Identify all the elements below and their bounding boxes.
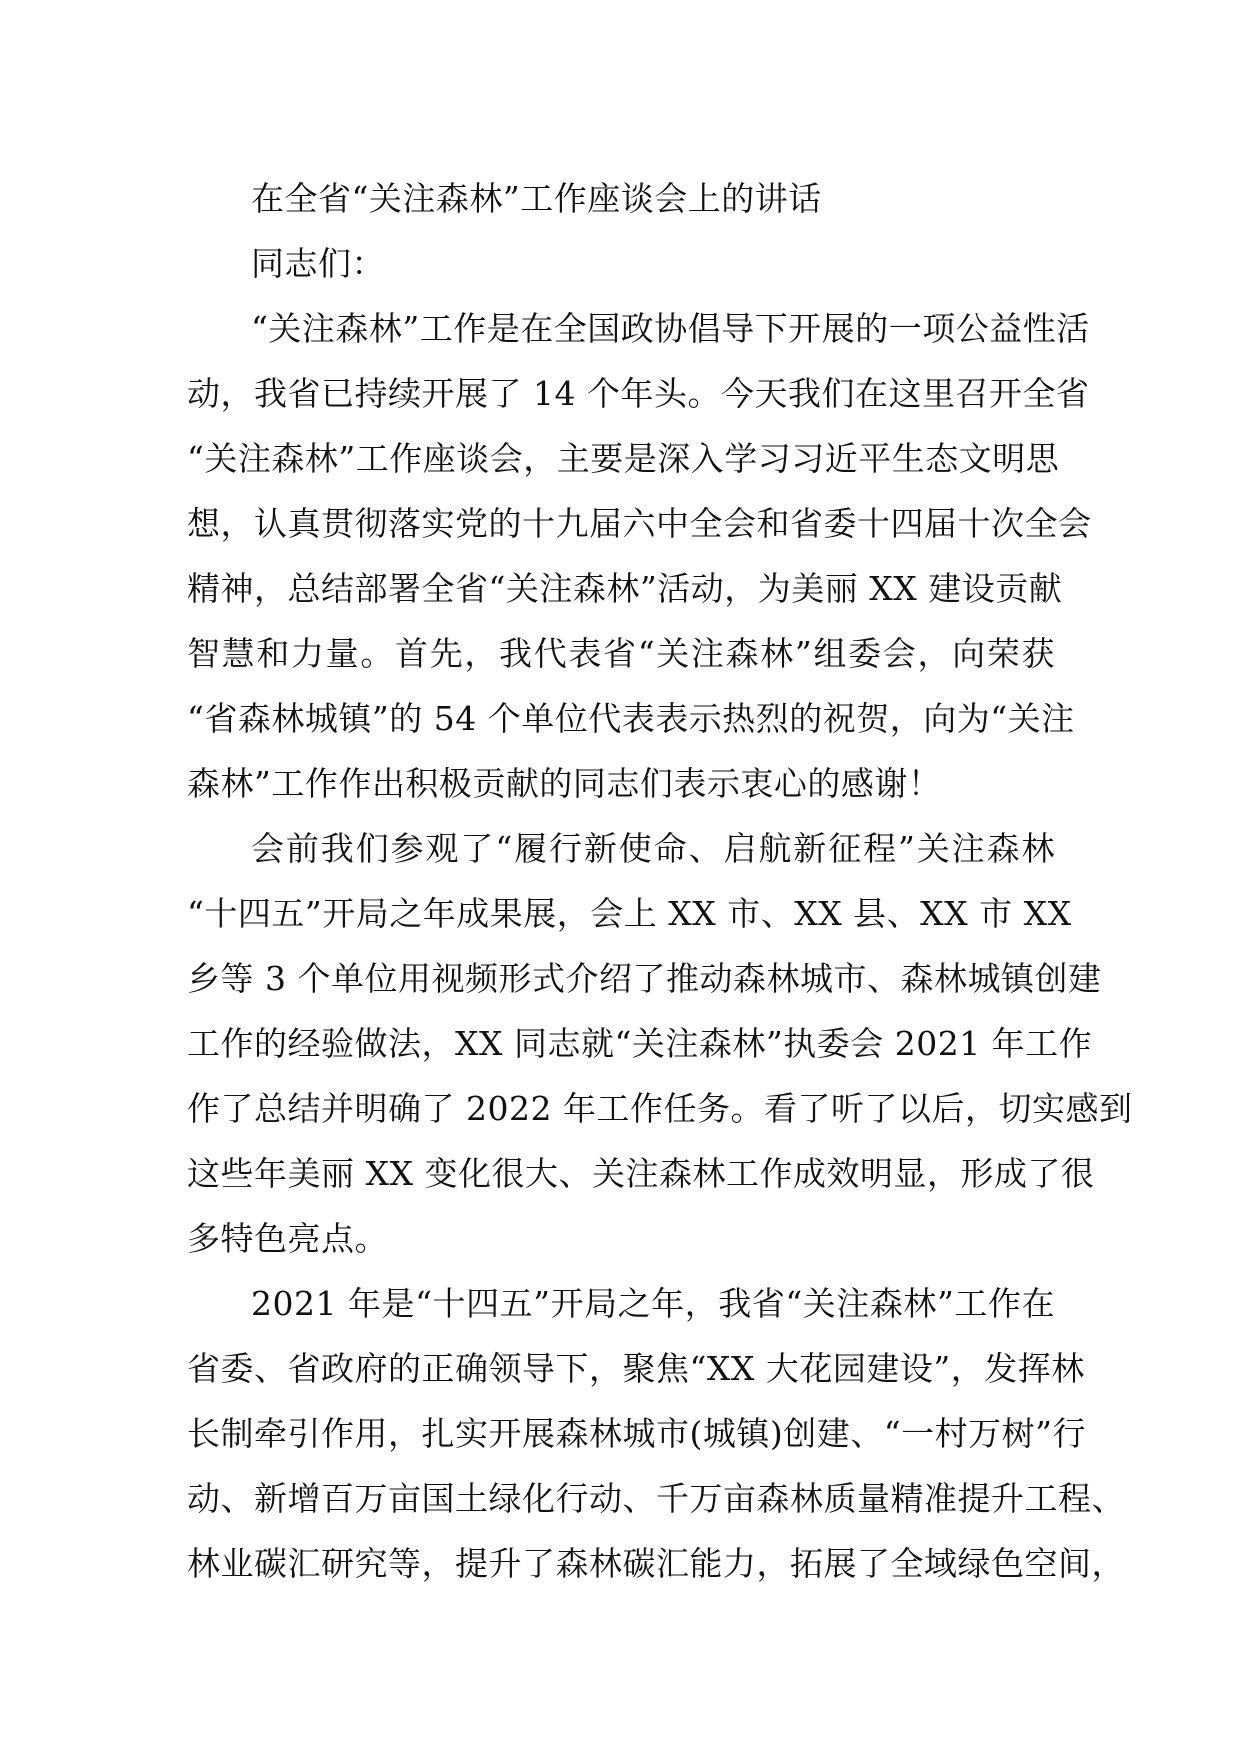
paragraph-2: [187, 816, 1133, 1271]
paragraph-3: [187, 1271, 1125, 1596]
paragraph-line: “关注森林”工作座谈会，主要是深入学习习近平生态文明思: [187, 439, 1060, 478]
paragraph-line: 精神，总结部署全省“关注森林”活动，为美丽 XX 建设贡献: [187, 569, 1063, 608]
paragraph-line: 森林”工作作出积极贡献的同志们表示衷心的感谢！: [187, 764, 942, 803]
paragraph-line: “十四五”开局之年成果展，会上 XX 市、XX 县、XX 市 XX: [187, 894, 1072, 933]
paragraph-line: 2021 年是“十四五”开局之年，我省“关注森林”工作在: [251, 1284, 1055, 1323]
salutation: 同志们：: [251, 244, 385, 283]
paragraph-line: 会前我们参观了“履行新使命、启航新征程”关注森林: [251, 829, 1055, 868]
paragraph-line: 这些年美丽 XX 变化很大、关注森林工作成效明显，形成了很: [187, 1154, 1095, 1193]
paragraph-line: 林业碳汇研究等，提升了森林碳汇能力，拓展了全域绿色空间，: [187, 1544, 1125, 1583]
document-title: 在全省“关注森林”工作座谈会上的讲话: [251, 179, 822, 218]
paragraph-line: 想，认真贯彻落实党的十九届六中全会和省委十四届十次全会: [187, 504, 1092, 543]
document-body: [187, 166, 1133, 1596]
paragraph-line: 作了总结并明确了 2022 年工作任务。看了听了以后，切实感到: [187, 1089, 1133, 1128]
paragraph-line: 动、新增百万亩国土绿化行动、千万亩森林质量精准提升工程、: [187, 1479, 1125, 1518]
paragraph-line: 省委、省政府的正确领导下，聚焦“XX 大花园建设”，发挥林: [187, 1349, 1085, 1388]
paragraph-line: “省森林城镇”的 54 个单位代表表示热烈的祝贺，向为“关注: [187, 699, 1075, 738]
paragraph-line: 多特色亮点。: [187, 1219, 388, 1258]
paragraph-line: 乡等 3 个单位用视频形式介绍了推动森林城市、森林城镇创建: [187, 959, 1102, 998]
paragraph-line: 长制牵引作用，扎实开展森林城市(城镇)创建、“一村万树”行: [187, 1414, 1086, 1453]
paragraph-line: 工作的经验做法，XX 同志就“关注森林”执委会 2021 年工作: [187, 1024, 1093, 1063]
paragraph-1: [187, 296, 1092, 816]
paragraph-line: 智慧和力量。首先，我代表省“关注森林”组委会，向荣获: [187, 634, 1055, 673]
paragraph-line: 动，我省已持续开展了 14 个年头。今天我们在这里召开全省: [187, 374, 1090, 413]
paragraph-line: “关注森林”工作是在全国政协倡导下开展的一项公益性活: [251, 309, 1090, 348]
